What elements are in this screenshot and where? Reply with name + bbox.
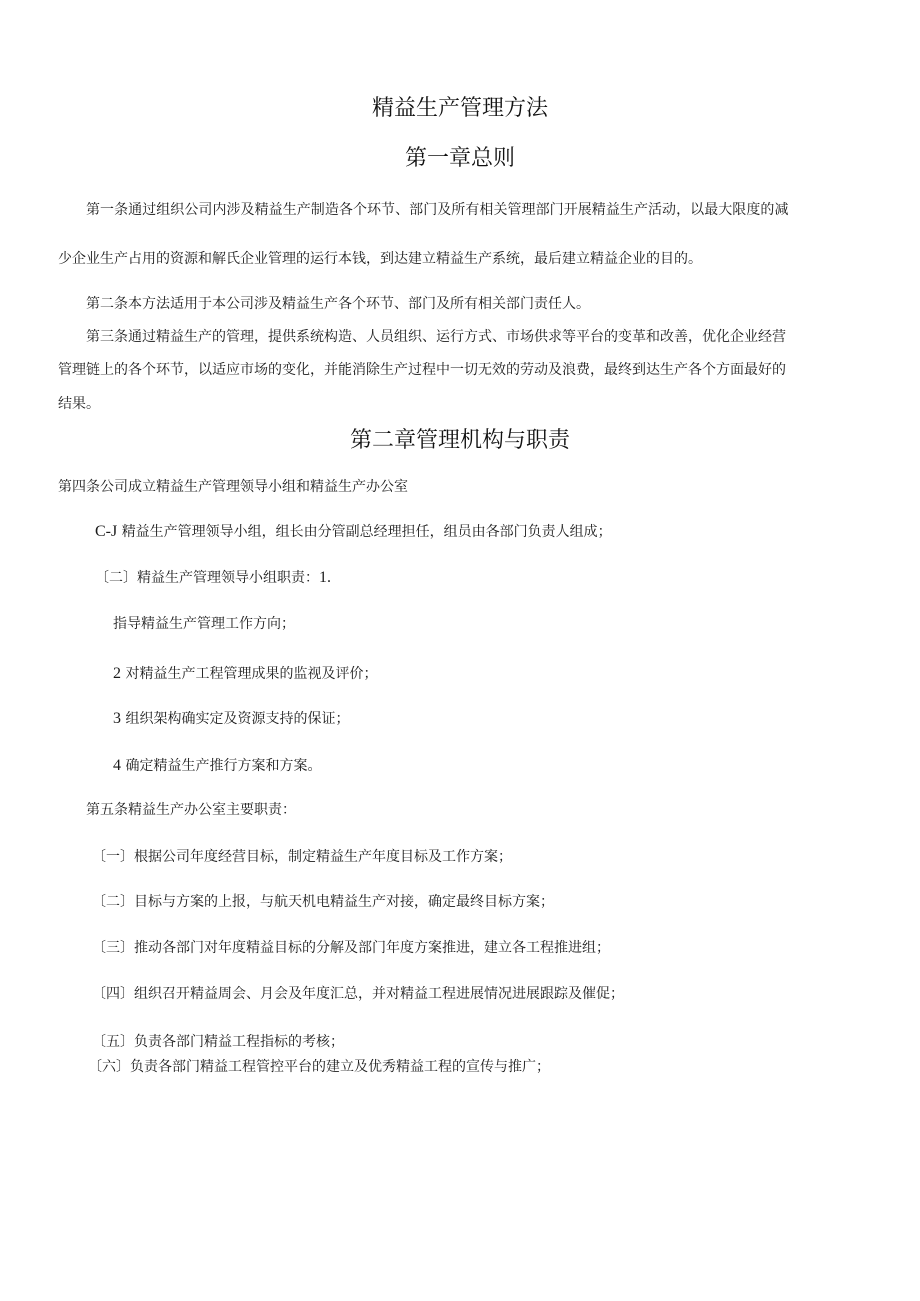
duty-3-text: 组织架构确实定及资源支持的保证；	[125, 711, 350, 727]
chapter-2-heading: 第二章管理机构与职责	[349, 428, 570, 453]
article-4-item-2-text: 〔二〕精益生产管理领导小组职责：	[95, 570, 319, 586]
article-3-line-1: 第三条通过精益生产的管理，提供系统构造、人员组织、运行方式、市场供求等平台的变革和改善，优化企业经营	[86, 329, 786, 345]
article-5-item: 〔一〕根据公司年度经营目标，制定精益生产年度目标及工作方案；	[92, 849, 512, 865]
chapter-1-heading: 第一章总则	[404, 146, 515, 171]
article-2: 第二条本方法适用于本公司涉及精益生产各个环节、部门及所有相关部门责任人。	[86, 296, 590, 312]
duty-4-text: 确定精益生产推行方案和方案。	[125, 758, 322, 774]
duty-2-text: 对精益生产工程管理成果的监视及评价；	[125, 666, 378, 682]
article-5-item: 〔三〕推动各部门对年度精益目标的分解及部门年度方案推进，建立各工程推进组；	[92, 940, 610, 956]
article-5: 第五条精益生产办公室主要职责：	[86, 802, 296, 818]
article-5-item: 〔五〕负责各部门精益工程指标的考核；	[92, 1034, 344, 1050]
article-1-line-1: 第一条通过组织公司内涉及精益生产制造各个环节、部门及所有相关管理部门开展精益生产活动，以最大限度的减	[86, 202, 789, 218]
article-4-item-1-prefix: C-J	[95, 523, 118, 540]
duty-3-number: 3	[113, 710, 121, 727]
duty-4-number: 4	[113, 757, 121, 774]
article-4-item-2	[95, 570, 331, 586]
document-title: 精益生产管理方法	[371, 96, 548, 121]
duty-3	[113, 711, 349, 727]
article-5-item: 〔六〕负责各部门精益工程管控平台的建立及优秀精益工程的宣传与推广；	[88, 1059, 550, 1075]
article-4-item-1	[95, 524, 612, 540]
article-4-item-2-number: 1.	[319, 569, 331, 586]
duty-4	[113, 758, 321, 774]
article-5-item: 〔四〕组织召开精益周会、月会及年度汇总，并对精益工程进展情况进展跟踪及催促；	[92, 986, 624, 1002]
article-4: 第四条公司成立精益生产管理领导小组和精益生产办公室	[58, 479, 408, 495]
article-3-line-2: 管理链上的各个环节，以适应市场的变化，并能消除生产过程中一切无效的劳动及浪费，最终到达生产各个方面最好的	[58, 362, 786, 378]
duty-2	[113, 666, 377, 682]
article-3-line-3: 结果。	[58, 396, 100, 412]
article-1-line-2: 少企业生产占用的资源和解氏企业管理的运行本钱，到达建立精益生产系统，最后建立精益企业的目的。	[58, 251, 702, 267]
duty-2-number: 2	[113, 665, 121, 682]
article-4-item-1-text: 精益生产管理领导小组，组长由分管副总经理担任，组员由各部门负责人组成；	[121, 524, 612, 540]
article-5-item: 〔二〕目标与方案的上报，与航天机电精益生产对接，确定最终目标方案；	[92, 894, 554, 910]
duty-1: 指导精益生产管理工作方向；	[113, 616, 295, 632]
